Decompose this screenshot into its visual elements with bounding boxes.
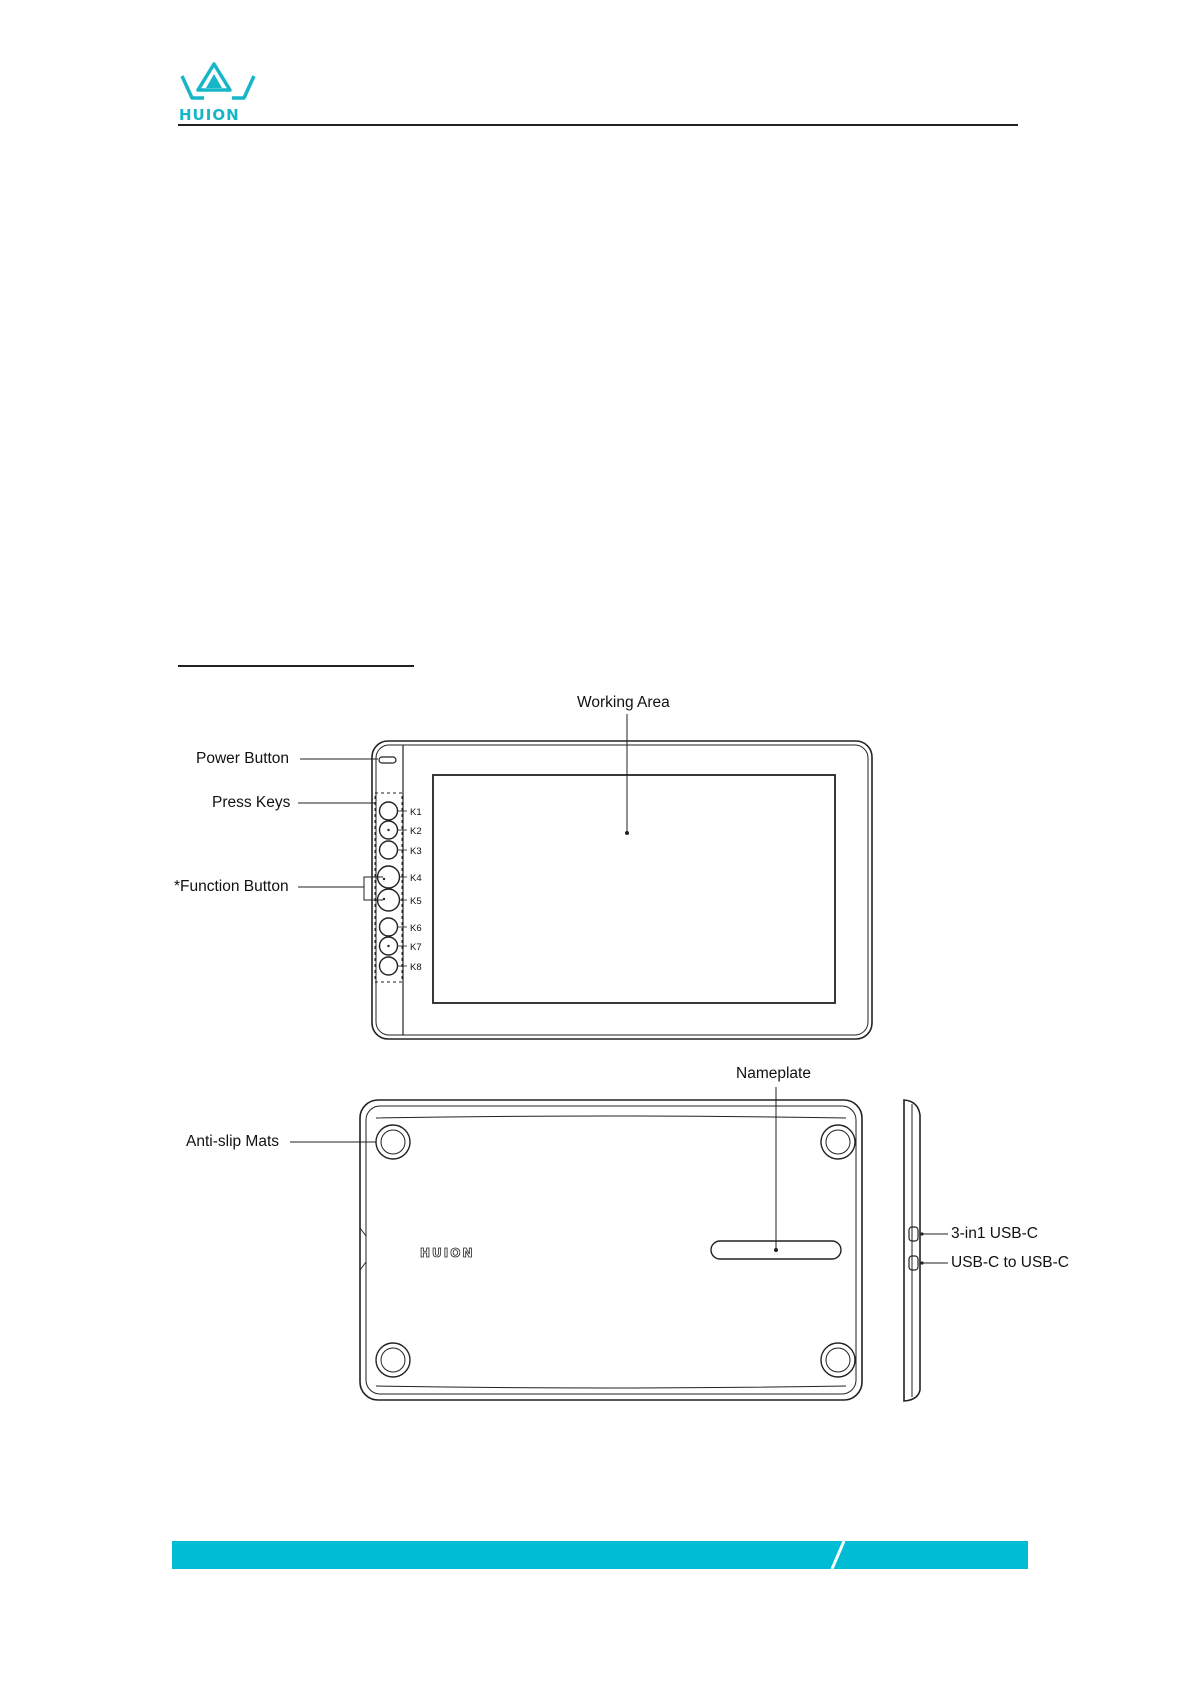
- working-area-screen: [433, 775, 835, 1003]
- label-anti-slip-mats: Anti-slip Mats: [186, 1133, 280, 1150]
- tablet-front-outline: [372, 741, 872, 1039]
- key-label: K5: [410, 896, 422, 907]
- key-label: K3: [410, 846, 422, 857]
- logo-wordmark: HUION: [179, 106, 240, 124]
- label-power-button: Power Button: [196, 750, 290, 767]
- key-labels: [410, 807, 422, 973]
- label-nameplate: Nameplate: [736, 1065, 811, 1082]
- key-label: K6: [410, 923, 422, 934]
- label-press-keys: Press Keys: [212, 794, 291, 811]
- key-label: K4: [410, 873, 422, 884]
- power-button: [379, 757, 396, 763]
- key-label: K8: [410, 962, 422, 973]
- usb-c-port-2: [909, 1256, 918, 1270]
- key-label: K2: [410, 826, 422, 837]
- label-working-area: Working Area: [577, 694, 670, 711]
- label-function-button: *Function Button: [174, 878, 289, 895]
- label-3in1-usb-c: 3-in1 USB-C: [951, 1225, 1038, 1242]
- press-key-circles: [378, 802, 400, 975]
- back-logo: HUION: [420, 1246, 475, 1260]
- label-usb-c-to-usb-c: USB-C to USB-C: [951, 1254, 1069, 1271]
- key-label: K7: [410, 942, 422, 953]
- usb-c-port-1: [909, 1227, 918, 1241]
- key-label: K1: [410, 807, 422, 818]
- footer-bar: [172, 1541, 1028, 1569]
